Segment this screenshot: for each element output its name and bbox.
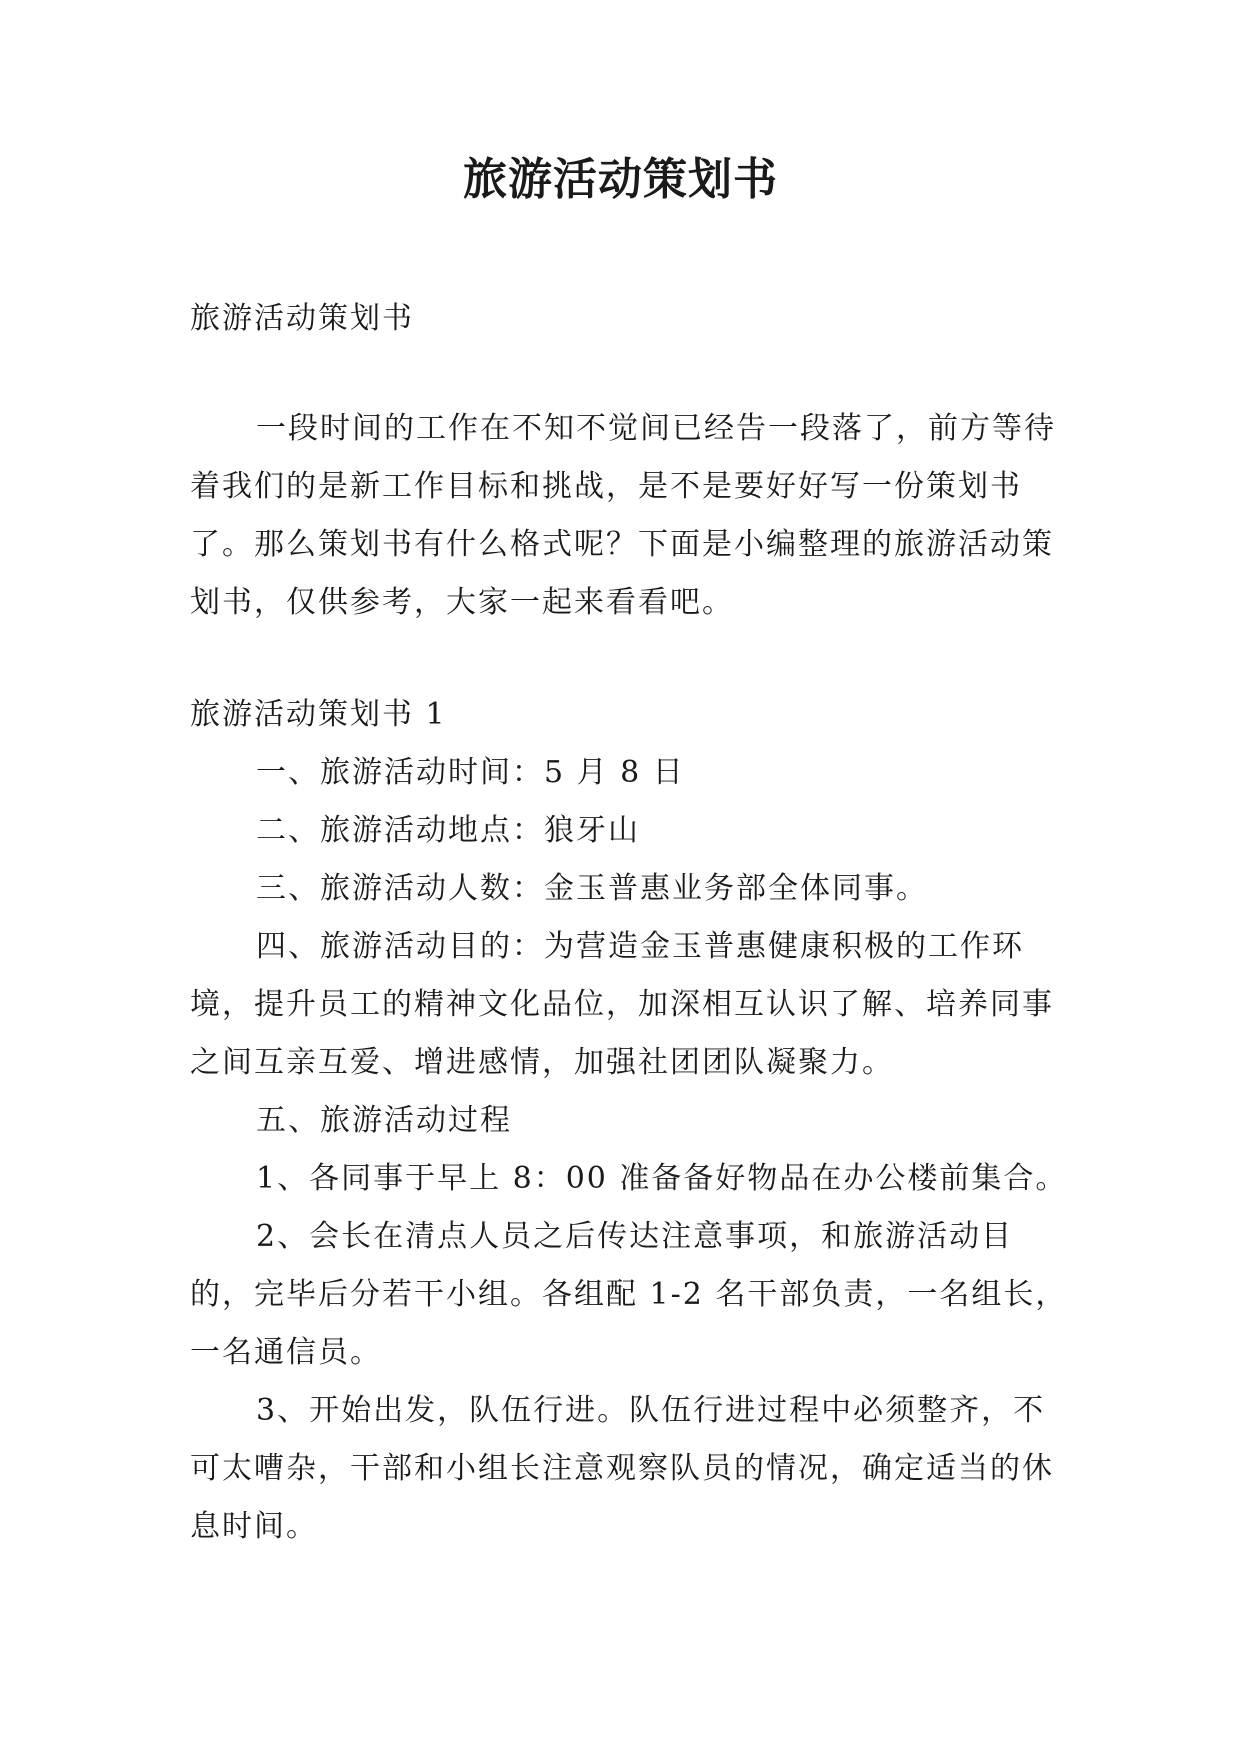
item-time: 一、旅游活动时间：5 月 8 日 [256, 755, 685, 790]
document-subtitle: 旅游活动策划书 [190, 301, 414, 336]
item-purpose: 四、旅游活动目的：为营造金玉普惠健康积极的工作环境，提升员工的精神文化品位，加深相互认识了解、培养同事之间互亲互爱、增进感情，加强社团团队凝聚力。 [190, 929, 1054, 1080]
process-step-1: 1、各同事于早上 8：00 准备备好物品在办公楼前集合。 [256, 1161, 1068, 1196]
item-participants: 三、旅游活动人数：金玉普惠业务部全体同事。 [256, 871, 928, 906]
process-step-2: 2、会长在清点人员之后传达注意事项，和旅游活动目的，完毕后分若干小组。各组配 1-2 名干部负责，一名组长，一名通信员。 [190, 1219, 1068, 1370]
process-step-3: 3、开始出发，队伍行进。队伍行进过程中必须整齐，不可太嘈杂，干部和小组长注意观察队员的情况，确定适当的休息时间。 [190, 1393, 1054, 1544]
document-title: 旅游活动策划书 [463, 154, 778, 205]
document-body [190, 290, 1070, 1556]
item-process-heading: 五、旅游活动过程 [256, 1103, 512, 1138]
item-location: 二、旅游活动地点：狼牙山 [256, 813, 640, 848]
section-heading: 旅游活动策划书 1 [190, 697, 447, 732]
intro-paragraph: 一段时间的工作在不知不觉间已经告一段落了，前方等待着我们的是新工作目标和挑战，是不是要好好写一份策划书了。那么策划书有什么格式呢？下面是小编整理的旅游活动策划书，仅供参考，大家一起来看看吧。 [190, 411, 1056, 620]
